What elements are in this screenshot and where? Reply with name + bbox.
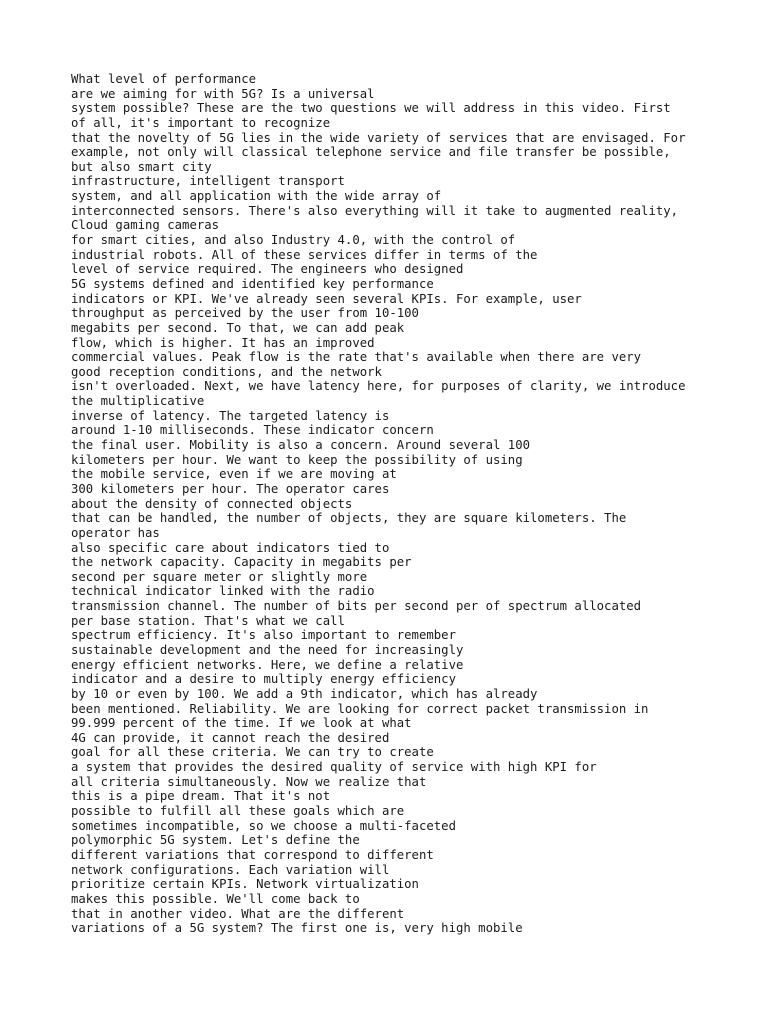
text-line: network configurations. Each variation will	[71, 862, 390, 877]
text-line: throughput as perceived by the user from 10-100	[71, 306, 419, 321]
text-line: system, and all application with the wide array of	[71, 189, 442, 204]
transcript-text	[71, 72, 731, 936]
text-line: polymorphic 5G system. Let's define the	[71, 833, 360, 848]
text-line: What level of performance	[71, 72, 257, 86]
text-line: commercial values. Peak flow is the rate that's available when there are very	[71, 350, 642, 365]
text-line: variations of a 5G system? The first one is, very high mobile	[71, 921, 523, 936]
text-line: operator has	[71, 525, 160, 540]
text-line: by 10 or even by 100. We add a 9th indicator, which has already	[71, 686, 538, 701]
text-line: flow, which is higher. It has an improved	[71, 335, 375, 350]
text-line: sometimes incompatible, so we choose a multi-faceted	[71, 818, 456, 833]
text-line: for smart cities, and also Industry 4.0, with the control of	[71, 233, 516, 248]
text-line: example, not only will classical telephone service and file transfer be possible,	[71, 145, 671, 160]
text-line: interconnected sensors. There's also everything will it take to augmented reality,	[71, 203, 679, 218]
text-line: that in another video. What are the different	[71, 906, 405, 921]
text-line: the network capacity. Capacity in megabits per	[71, 555, 412, 570]
text-line: also specific care about indicators tied to	[71, 540, 390, 555]
text-line: second per square meter or slightly more	[71, 569, 368, 584]
text-line: 5G systems defined and identified key performance	[71, 276, 434, 291]
text-line: of all, it's important to recognize	[71, 115, 331, 130]
text-line: 4G can provide, it cannot reach the desired	[71, 730, 390, 745]
text-line: different variations that correspond to different	[71, 847, 434, 862]
text-line: but also smart city	[71, 159, 212, 174]
text-line: the final user. Mobility is also a concern. Around several 100	[71, 438, 531, 453]
text-line: the multiplicative	[71, 394, 205, 409]
text-line: are we aiming for with 5G? Is a universal	[71, 86, 375, 101]
text-line: per base station. That's what we call	[71, 613, 345, 628]
text-line: around 1-10 milliseconds. These indicator concern	[71, 423, 434, 438]
text-line: possible to fulfill all these goals which are	[71, 804, 405, 819]
text-line: kilometers per hour. We want to keep the possibility of using	[71, 452, 523, 467]
text-line: indicators or KPI. We've already seen several KPIs. For example, user	[71, 291, 582, 306]
text-line: goal for all these criteria. We can try to create	[71, 745, 434, 760]
text-line: a system that provides the desired quality of service with high KPI for	[71, 760, 597, 775]
text-line: technical indicator linked with the radio	[71, 584, 375, 599]
text-line: isn't overloaded. Next, we have latency here, for purposes of clarity, we introduce	[71, 379, 686, 394]
text-line: spectrum efficiency. It's also important to remember	[71, 628, 456, 643]
text-line: transmission channel. The number of bits per second per of spectrum allocated	[71, 599, 642, 614]
text-line: makes this possible. We'll come back to	[71, 891, 360, 906]
text-line: that the novelty of 5G lies in the wide variety of services that are envisaged. For	[71, 130, 686, 145]
text-line: sustainable development and the need for increasingly	[71, 642, 464, 657]
text-line: inverse of latency. The targeted latency is	[71, 408, 390, 423]
text-line: 300 kilometers per hour. The operator cares	[71, 481, 390, 496]
text-line: all criteria simultaneously. Now we realize that	[71, 774, 427, 789]
text-line: infrastructure, intelligent transport	[71, 174, 345, 189]
text-line: good reception conditions, and the network	[71, 364, 382, 379]
text-line: indicator and a desire to multiply energy efficiency	[71, 672, 456, 687]
text-line: that can be handled, the number of objects, they are square kilometers. The	[71, 511, 627, 526]
text-line: 99.999 percent of the time. If we look at what	[71, 716, 412, 731]
text-line: about the density of connected objects	[71, 496, 353, 511]
text-line: this is a pipe dream. That it's not	[71, 789, 331, 804]
text-line: Cloud gaming cameras	[71, 218, 220, 233]
text-line: prioritize certain KPIs. Network virtualization	[71, 877, 419, 892]
text-line: level of service required. The engineers who designed	[71, 262, 464, 277]
text-line: been mentioned. Reliability. We are looking for correct packet transmission in	[71, 701, 649, 716]
text-line: the mobile service, even if we are moving at	[71, 467, 397, 482]
text-line: megabits per second. To that, we can add peak	[71, 320, 405, 335]
text-line: energy efficient networks. Here, we define a relative	[71, 657, 464, 672]
text-line: system possible? These are the two questions we will address in this video. First	[71, 101, 671, 116]
text-line: industrial robots. All of these services differ in terms of the	[71, 247, 538, 262]
